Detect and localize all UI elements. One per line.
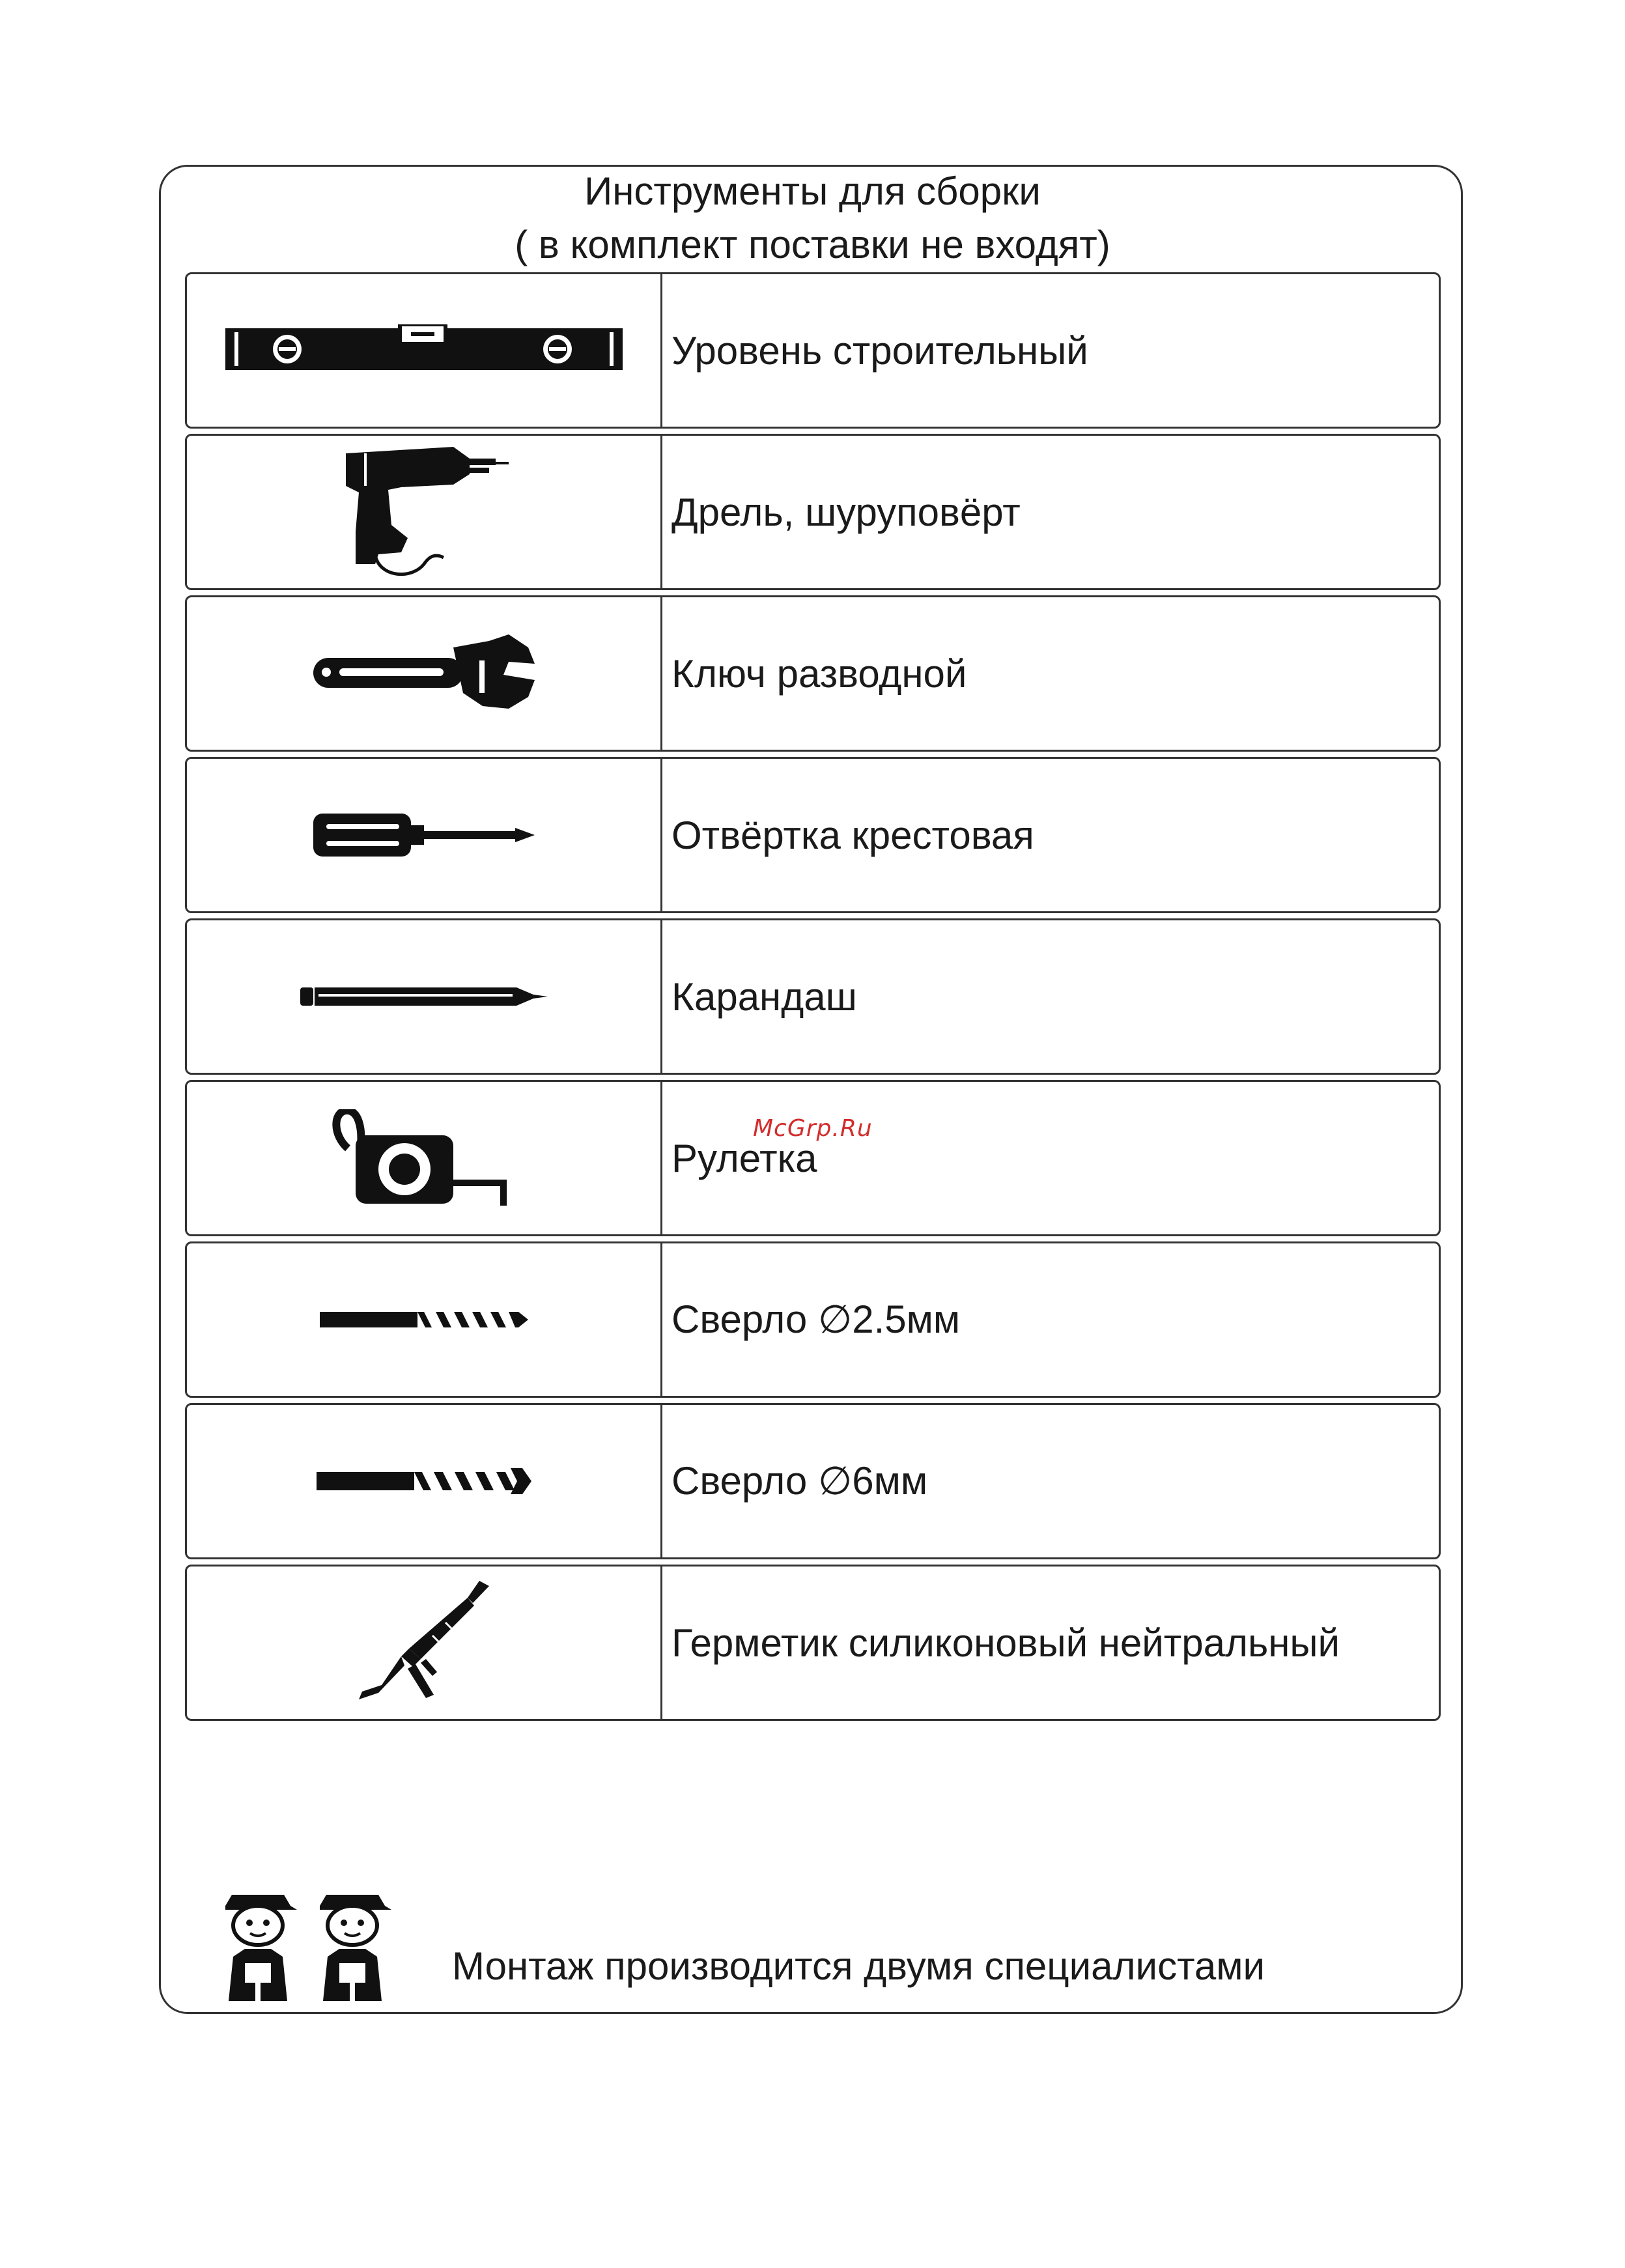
drill-bit-small-icon (320, 1307, 528, 1333)
tool-row-drill (185, 434, 1441, 590)
tool-row-level (185, 272, 1441, 429)
footer-note: Монтаж производится двумя специалистами (452, 1944, 1265, 1988)
title-line-1: Инструменты для сборки (584, 169, 1041, 213)
tape-measure-icon (330, 1109, 518, 1207)
adjustable-wrench-icon (313, 634, 535, 713)
two-workers-icon (219, 1892, 408, 2002)
page-title (0, 165, 1625, 272)
footer (219, 1892, 1430, 2015)
tool-icon-cell (187, 1405, 662, 1557)
phillips-screwdriver-icon (313, 812, 535, 858)
tool-label: Герметик силиконовый нейтральный (671, 1621, 1340, 1665)
tool-icon-cell (187, 920, 662, 1073)
tool-icon-cell (187, 759, 662, 911)
tool-label: Сверло ∅2.5мм (671, 1297, 961, 1341)
tool-row-sealant (185, 1565, 1441, 1721)
tool-row-wrench (185, 595, 1441, 752)
title-line-2: ( в комплект поставки не входят) (515, 223, 1110, 266)
tool-label: Ключ разводной (671, 651, 967, 696)
tool-icon-cell (187, 436, 662, 588)
tool-icon-cell (187, 274, 662, 427)
watermark: McGrp.Ru (753, 1115, 873, 1142)
tool-label: Сверло ∅6мм (671, 1459, 928, 1503)
tool-label: Отвёртка крестовая (671, 813, 1034, 857)
tool-icon-cell (187, 1566, 662, 1719)
tool-row-drill-bit-large (185, 1403, 1441, 1559)
tool-icon-cell (187, 1082, 662, 1234)
pencil-icon (300, 985, 548, 1008)
drill-bit-large-icon (317, 1466, 531, 1497)
drill-icon (339, 440, 509, 584)
tool-label: Уровень строительный (671, 328, 1088, 373)
sealant-gun-icon (356, 1581, 492, 1705)
spirit-level-icon (225, 324, 623, 376)
tool-label: Карандаш (671, 974, 857, 1019)
tool-label: Рулетка (671, 1136, 817, 1180)
tool-label: Дрель, шуруповёрт (671, 490, 1021, 534)
tool-icon-cell (187, 1243, 662, 1396)
tool-row-drill-bit-small (185, 1241, 1441, 1398)
tool-row-screwdriver (185, 757, 1441, 913)
tool-icon-cell (187, 597, 662, 750)
tool-row-tape (185, 1080, 1441, 1236)
tool-row-pencil (185, 918, 1441, 1075)
